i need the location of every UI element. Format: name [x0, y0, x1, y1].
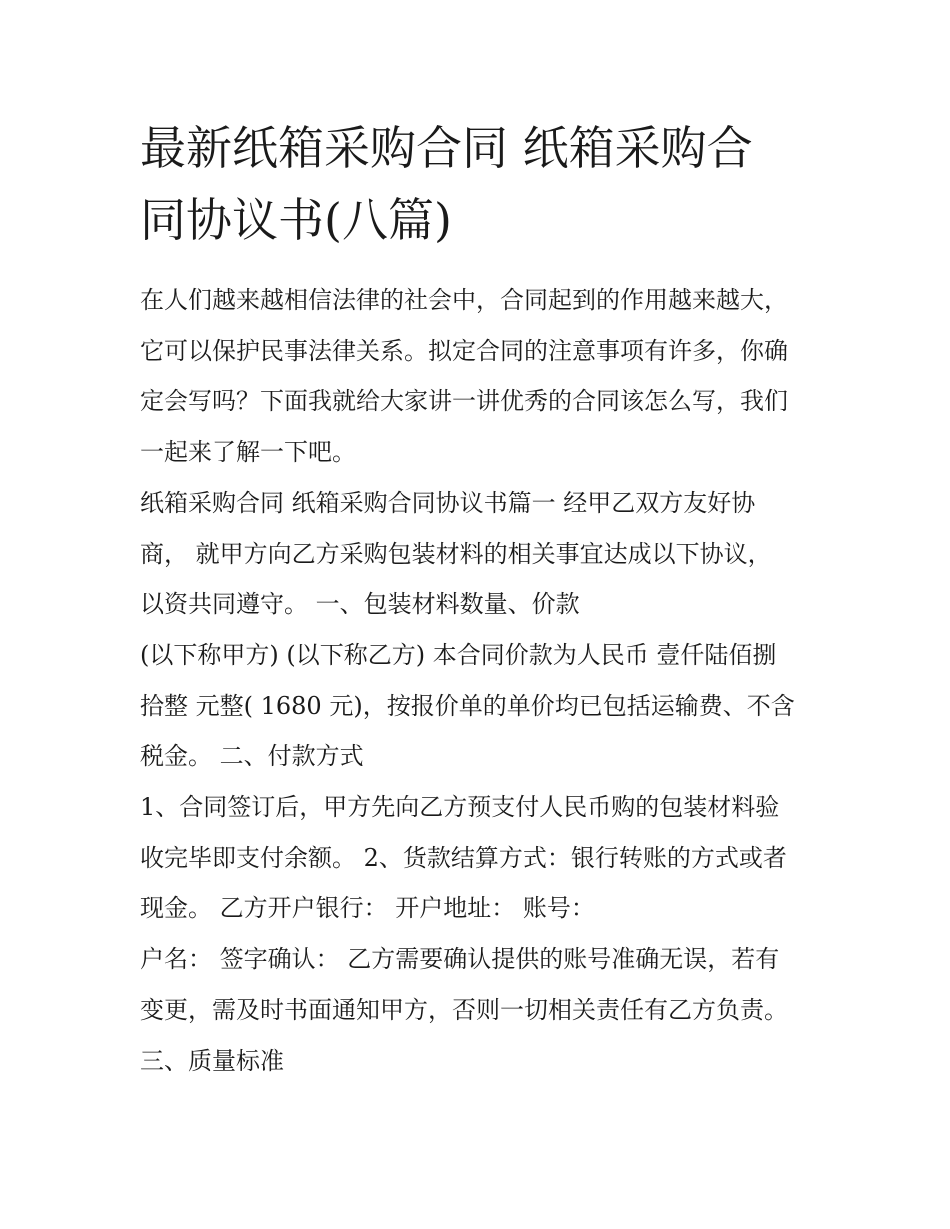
body-line: 税金。 二、付款方式 — [140, 742, 364, 771]
body-line: 三、质量标准 — [140, 1046, 284, 1075]
body-line: 现金。 乙方开户银行： 开户地址： 账号： — [140, 894, 595, 923]
body-line: 收完毕即支付余额。 2、货款结算方式：银行转账的方式或者 — [140, 843, 787, 872]
body-line: 变更，需及时书面通知甲方，否则一切相关责任有乙方负责。 — [140, 995, 788, 1024]
body-line: 纸箱采购合同 纸箱采购合同协议书篇一 经甲乙双方友好协 — [140, 488, 756, 517]
title-line: 同协议书(八篇) — [140, 193, 452, 247]
body-line: 拾整 元整( 1680 元)，按报价单的单价均已包括运输费、不含 — [140, 691, 795, 720]
body-line: 以资共同遵守。 一、包装材料数量、价款 — [140, 590, 580, 619]
body-line: 它可以保护民事法律关系。拟定合同的注意事项有许多，你确 — [140, 336, 788, 365]
title-line: 最新纸箱采购合同 纸箱采购合 — [140, 121, 753, 175]
document-body — [140, 275, 830, 1086]
body-line: 户名： 签字确认： 乙方需要确认提供的账号准确无误，若有 — [140, 945, 780, 974]
body-line: 定会写吗？下面我就给大家讲一讲优秀的合同该怎么写，我们 — [140, 387, 788, 416]
body-line: 在人们越来越相信法律的社会中，合同起到的作用越来越大， — [140, 286, 788, 314]
document-title — [140, 112, 820, 256]
body-line: (以下称甲方) (以下称乙方) 本合同价款为人民币 壹仟陆佰捌 — [140, 640, 777, 669]
body-line: 商， 就甲方向乙方采购包装材料的相关事宜达成以下协议， — [140, 539, 772, 568]
body-line: 一起来了解一下吧。 — [140, 438, 356, 467]
body-line: 1、合同签订后，甲方先向乙方预支付人民币购的包装材料验 — [140, 793, 780, 822]
